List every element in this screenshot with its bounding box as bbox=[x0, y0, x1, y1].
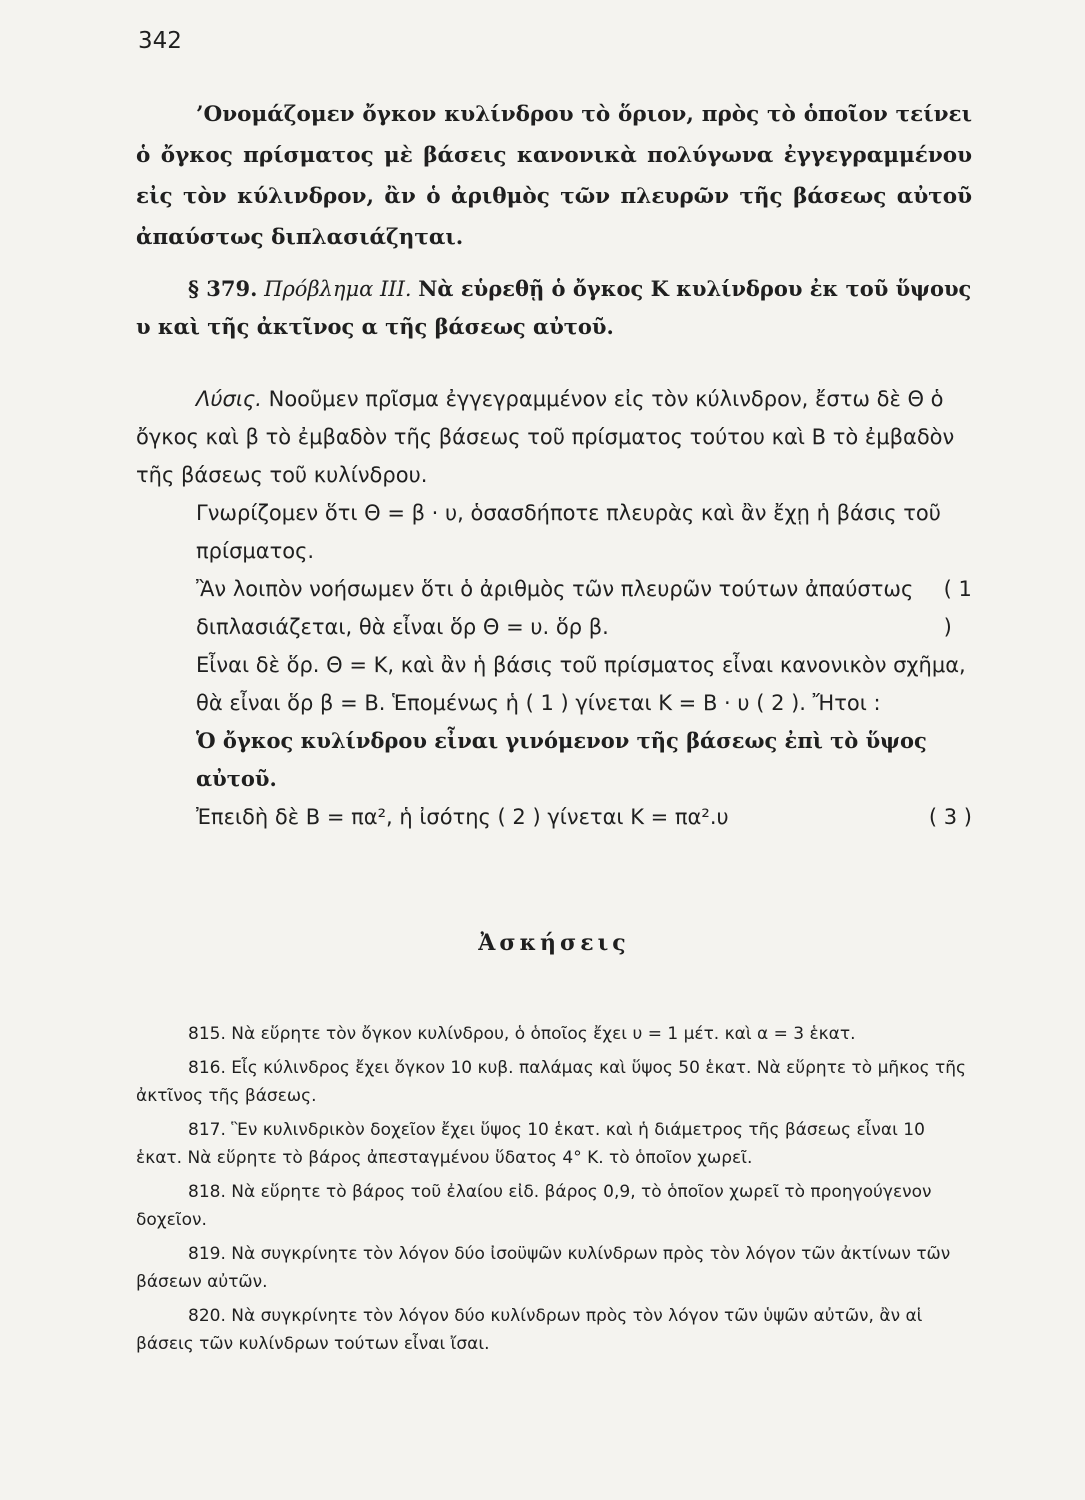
exercise-item: 818. Νὰ εὕρητε τὸ βάρος τοῦ ἐλαίου εἰδ. βάρος 0,9, τὸ ὁποῖον χωρεῖ τὸ προηγούγενον δοχεῖον. bbox=[136, 1182, 932, 1230]
solution-paragraph-1: Νοοῦμεν πρῖσμα ἐγγεγραμμένον εἰς τὸν κύλινδρον, ἔστω δὲ Θ ὁ ὄγκος καὶ β τὸ ἐμβαδὸν τῆς βάσεως τοῦ πρίσματος τούτου καὶ Β τὸ ἐμβαδὸν τῆς βάσεως τοῦ κυλίνδρου. bbox=[136, 387, 955, 487]
solution-paragraph-2: Γνωρίζομεν ὅτι Θ = β · υ, ὁσασδήποτε πλευρὰς καὶ ἂν ἔχῃ ἡ βάσις τοῦ πρίσματος. bbox=[196, 501, 941, 563]
exercise-item: 820. Νὰ συγκρίνητε τὸν λόγον δύο κυλίνδρων πρὸς τὸν λόγον τῶν ὑψῶν αὐτῶν, ἂν αἱ βάσεις τῶν κυλίνδρων τούτων εἶναι ἴσαι. bbox=[136, 1306, 923, 1354]
solution-paragraph-4: Εἶναι δὲ ὅρ. Θ = Κ, καὶ ἂν ἡ βάσις τοῦ πρίσματος εἶναι κανονικὸν σχῆμα, θὰ εἶναι ὅρ β = Β. Ἑπομένως ἡ ( 1 ) γίνεται Κ = Β · υ ( 2 ). Ἤτοι : bbox=[196, 653, 966, 715]
solution bbox=[136, 380, 972, 836]
exercise-item: 815. Νὰ εὕρητε τὸν ὄγκον κυλίνδρου, ὁ ὁποῖος ἔχει υ = 1 μέτ. καὶ α = 3 ἑκατ. bbox=[188, 1024, 856, 1044]
exercise-list bbox=[136, 1020, 972, 1364]
theorem-statement: Ὁ ὄγκος κυλίνδρου εἶναι γινόμενον τῆς βάσεως ἐπὶ τὸ ὕψος αὐτοῦ. bbox=[196, 728, 927, 791]
solution-paragraph-5: Ἐπειδὴ δὲ Β = πα², ἡ ἰσότης ( 2 ) γίνεται Κ = πα².υ bbox=[196, 805, 729, 829]
solution-label: Λύσις. bbox=[196, 387, 262, 411]
exercise-item: 816. Εἷς κύλινδρος ἔχει ὄγκον 10 κυβ. παλάμας καὶ ὕψος 50 ἑκατ. Νὰ εὕρητε τὸ μῆκος τῆς ἀκτῖνος τῆς βάσεως. bbox=[136, 1058, 966, 1106]
exercise-item: 817. Ἓν κυλινδρικὸν δοχεῖον ἔχει ὕψος 10 ἑκατ. καὶ ἡ διάμετρος τῆς βάσεως εἶναι 10 ἑκατ. Νὰ εὕρητε τὸ βάρος ἀπεσταγμένου ὕδατος 4° Κ. τὸ ὁποῖον χωρεῖ. bbox=[136, 1120, 925, 1168]
section-379 bbox=[136, 270, 972, 346]
solution-paragraph-3: Ἂν λοιπὸν νοήσωμεν ὅτι ὁ ἀριθμὸς τῶν πλευρῶν τούτων ἀπαύστως διπλασιάζεται, θὰ εἶναι ὅρ Θ = υ. ὅρ β. bbox=[196, 577, 914, 639]
section-label: § 379. bbox=[188, 276, 258, 301]
exercises-title: Ἀσκήσεις bbox=[478, 930, 630, 956]
problem-label: Πρόβλημα III. bbox=[264, 277, 412, 301]
cylinder-volume-definition: ’Ονομάζομεν ὄγκον κυλίνδρου τὸ ὅριον, πρὸς τὸ ὁποῖον τείνει ὁ ὄγκος πρίσματος μὲ βάσεις κανονικὰ πολύγωνα ἐγγεγραμμένου εἰς τὸν κύλινδρον, ἂν ὁ ἀριθμὸς τῶν πλευρῶν τῆς βάσεως αὐτοῦ ἀπαύστως διπλασιάζηται. bbox=[136, 102, 972, 250]
equation-number-1: ( 1 ) bbox=[943, 577, 972, 639]
exercise-item: 819. Νὰ συγκρίνητε τὸν λόγον δύο ἰσοϋψῶν κυλίνδρων πρὸς τὸν λόγον τῶν ἀκτίνων τῶν βάσεων αὐτῶν. bbox=[136, 1244, 951, 1292]
problem-statement: Νὰ εὑρεθῇ ὁ ὄγκος Κ κυλίνδρου ἐκ τοῦ ὕψους υ καὶ τῆς ἀκτῖνος α τῆς βάσεως αὐτοῦ. bbox=[136, 276, 972, 339]
page-number: 342 bbox=[138, 28, 182, 54]
equation-number-3: ( 3 ) bbox=[928, 805, 972, 829]
